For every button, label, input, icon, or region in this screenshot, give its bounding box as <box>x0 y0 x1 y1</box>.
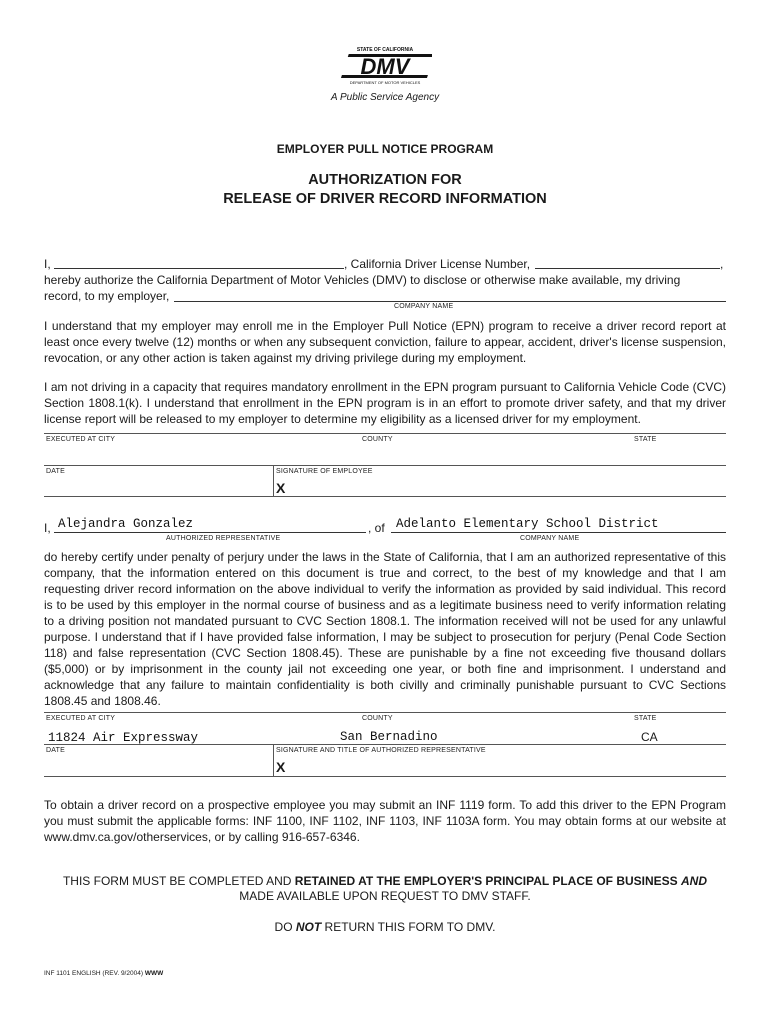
table2-mid-rule <box>44 744 726 745</box>
rep-executed-at-city-label: EXECUTED AT CITY <box>46 715 116 722</box>
rep-city-value[interactable]: 11824 Air Expressway <box>48 731 199 745</box>
form-title-line2: RELEASE OF DRIVER RECORD INFORMATION <box>223 191 547 207</box>
do-not-return-part1: DO <box>274 920 296 934</box>
table2-top-rule <box>44 712 726 713</box>
rep-county-label: COUNTY <box>362 715 393 722</box>
rep-i-label: I, <box>44 521 51 535</box>
certification-paragraph: do hereby certify under penalty of perjury under the laws in the State of California, that I am an authorized representative of this company, that the information entered on this document is true and correct, to the best of my knowledge and that I am requesting driver record information on the above individual to verify the information as provided by said individual. This record is to be used by this employer in the normal course of business and as a legitimate business need to verify information relating to a driving position not mandated pursuant to CVC Section 1808.1. The information received will not be used for any unlawful purpose. I understand that if I have provided false information, I may be subject to prosecution for perjury (Penal Code Section 118) and false representation (CVC Section 1808.45). These are punishable by a fine not exceeding five thousand dollars ($5,000) or by imprisonment in the county jail not exceeding one year, or both fine and imprisonment. I understand and acknowledge that any failure to maintain confidentiality is both civilly and criminally punishable pursuant to CVC Sections 1808.45 and 1808.46. <box>44 550 726 708</box>
form-code-text: INF 1101 ENGLISH (REV. 9/2004) <box>44 970 145 977</box>
executed-at-input-row[interactable] <box>44 444 726 464</box>
epn-understanding-paragraph: I understand that my employer may enroll me in the Employer Pull Notice (EPN) program to receive a driver record report at least once every twelve (12) months or when any subsequent conviction, failure to appear, accident, driver's license suspension, revocation, or any other action is taken against my driving privilege during my employment. <box>44 319 726 365</box>
license-comma: , <box>720 257 724 271</box>
retention-notice-line1 <box>0 874 770 888</box>
retention-notice-text: THIS FORM MUST BE COMPLETED AND <box>62 874 295 888</box>
logo-bottom-text: DEPARTMENT OF MOTOR VEHICLES <box>349 80 421 85</box>
rep-state-label: STATE <box>634 715 657 722</box>
rep-company-value: Adelanto Elementary School District <box>396 517 659 531</box>
employee-name-field[interactable] <box>54 256 344 269</box>
rep-company-caption: COMPANY NAME <box>520 535 580 542</box>
form-title-line1: AUTHORIZATION FOR <box>308 172 462 188</box>
table2-bottom-rule <box>44 776 726 777</box>
dmv-logo <box>338 44 432 86</box>
table2-divider <box>273 744 274 776</box>
do-not-return-not: NOT <box>295 920 322 934</box>
form-code <box>44 970 163 977</box>
rep-state-value[interactable]: CA <box>641 730 658 744</box>
signature-employee-label: SIGNATURE OF EMPLOYEE <box>276 468 373 475</box>
not-driving-paragraph: I am not driving in a capacity that requires mandatory enrollment in the EPN program pursuant to California Vehicle Code (CVC) Section 1808.1(k). I understand that enrollment in the EPN program is in an effort to promote driver safety, and that my driver license report will be released to my employer to determine my eligibility as a licensed driver for my employment. <box>44 380 726 426</box>
authorized-rep-value: Alejandra Gonzalez <box>58 517 194 531</box>
employee-i-label: I, <box>44 257 51 271</box>
authorized-rep-caption: AUTHORIZED REPRESENTATIVE <box>166 535 281 542</box>
table1-mid-rule <box>44 465 726 466</box>
rep-of-label: , of <box>368 521 385 535</box>
county-label: COUNTY <box>362 436 393 443</box>
license-number-field[interactable] <box>535 256 720 269</box>
program-title: EMPLOYER PULL NOTICE PROGRAM <box>276 142 494 156</box>
logo-mark-text: DMV <box>360 54 410 79</box>
employer-company-field[interactable] <box>174 289 726 302</box>
signature-rep-label: SIGNATURE AND TITLE OF AUTHORIZED REPRESENTATIVE <box>276 747 486 754</box>
do-not-return-notice <box>0 920 770 934</box>
date-label: DATE <box>46 468 65 475</box>
company-name-caption: COMPANY NAME <box>394 303 454 310</box>
license-label: , California Driver License Number, <box>344 257 531 271</box>
agency-tagline: A Public Service Agency <box>330 92 440 103</box>
state-label: STATE <box>634 436 657 443</box>
form-code-bold: WWW <box>144 970 164 977</box>
table1-top-rule <box>44 433 726 434</box>
hereby-authorize-text: hereby authorize the California Department of Motor Vehicles (DMV) to disclose or otherwise make available, my driving <box>44 273 681 287</box>
rep-date-label: DATE <box>46 747 65 754</box>
table1-bottom-rule <box>44 496 726 497</box>
retention-notice-line2: MADE AVAILABLE UPON REQUEST TO DMV STAFF. <box>239 889 531 903</box>
obtain-record-paragraph: To obtain a driver record on a prospective employee you may submit an INF 1119 form. To add this driver to the EPN Program you must submit the applicable forms: INF 1100, INF 1102, INF 1103, INF 1103A form. You may obtain forms at our website at www.dmv.ca.gov/otherservices, or by calling 916-657-6346. <box>44 798 726 844</box>
logo-top-text: STATE OF CALIFORNIA <box>356 47 414 53</box>
employee-signature-x[interactable]: X <box>276 480 286 496</box>
retention-notice-and: AND <box>681 874 708 888</box>
record-employer-label: record, to my employer, <box>44 289 170 303</box>
rep-signature-x[interactable]: X <box>276 759 286 775</box>
rep-county-value[interactable]: San Bernadino <box>340 730 438 744</box>
executed-at-city-label: EXECUTED AT CITY <box>46 436 116 443</box>
table1-divider <box>273 465 274 496</box>
retention-notice-bold: RETAINED AT THE EMPLOYER'S PRINCIPAL PLACE OF BUSINESS <box>294 874 682 888</box>
do-not-return-part2: RETURN THIS FORM TO DMV. <box>321 920 496 934</box>
